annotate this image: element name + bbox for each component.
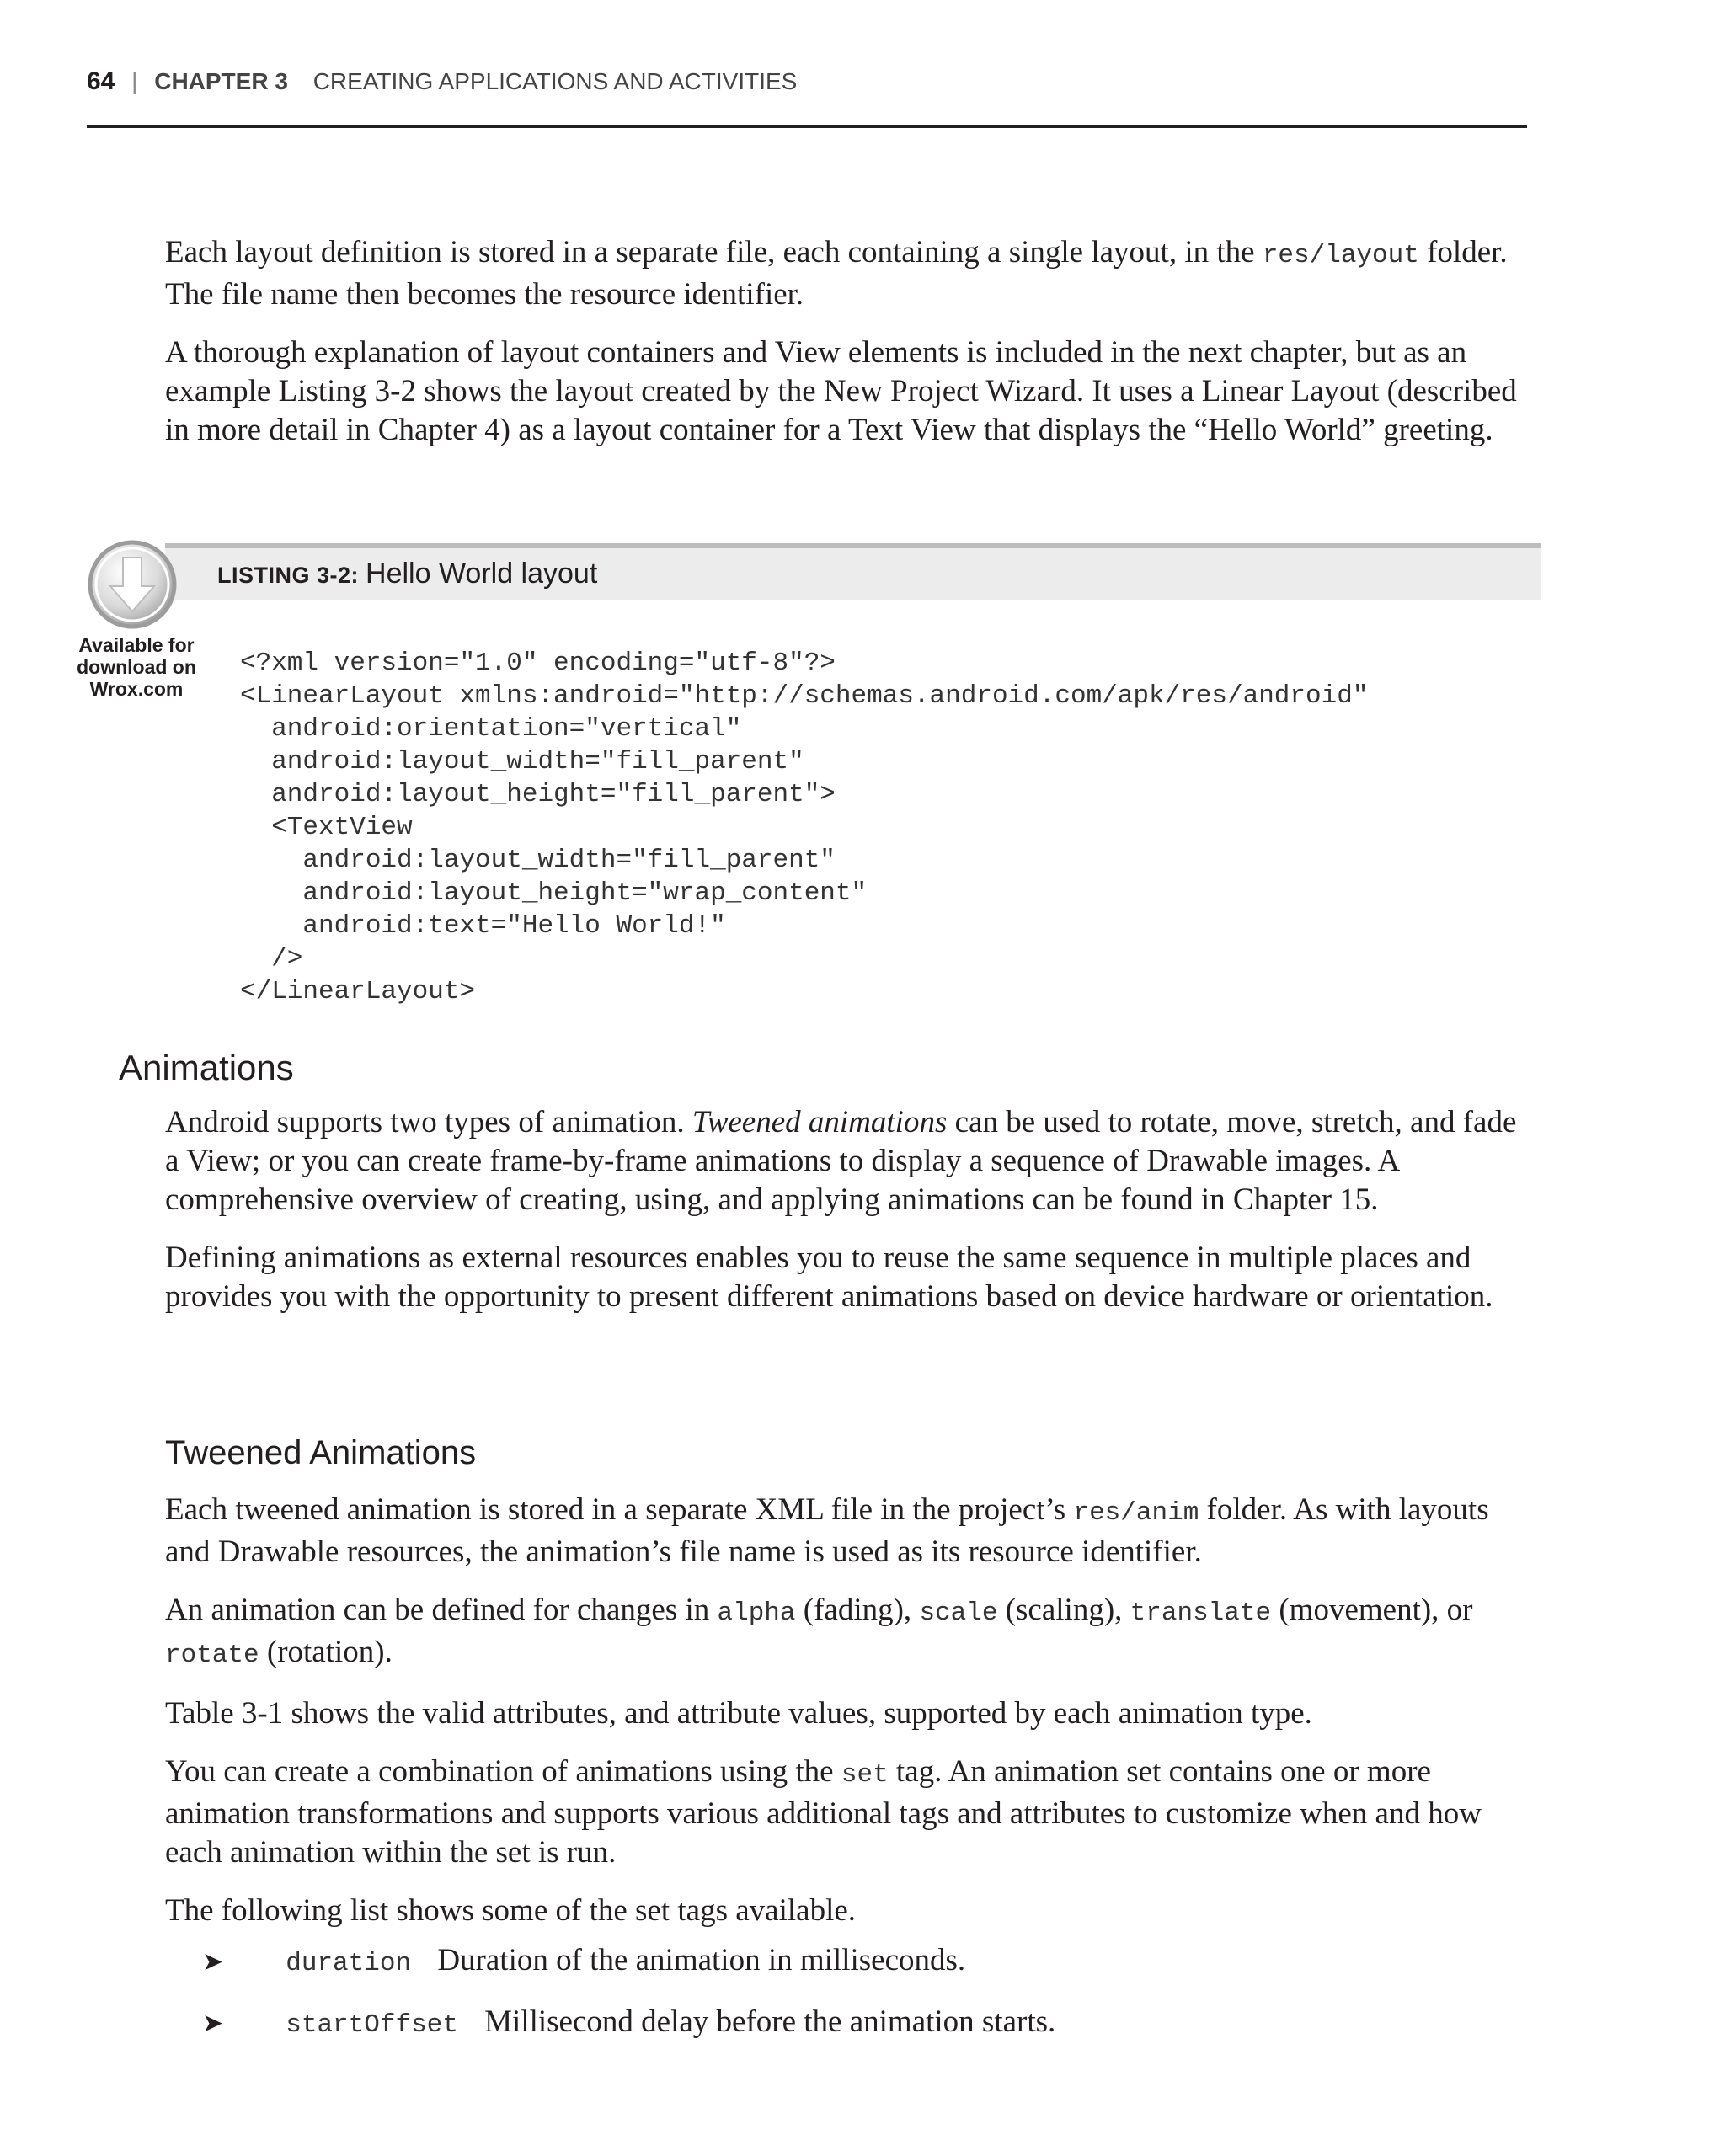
tweened-p2-text-c: (scaling), [1005, 1593, 1123, 1627]
tweened-p2-text-b: (fading), [803, 1593, 912, 1627]
subsection-heading-tweened: Tweened Animations [165, 1434, 477, 1471]
list-item-text: Duration of the animation in milliseconds. [437, 1943, 966, 1977]
download-caption [69, 634, 204, 700]
download-caption-line-1: Available for [78, 634, 195, 656]
tweened-p4-text: You can create a combination of animations using the [165, 1754, 834, 1789]
tweened-p2-text-a: An animation can be defined for changes in [165, 1593, 710, 1627]
animations-section [165, 1103, 1530, 1316]
chapter-title: CREATING APPLICATIONS AND ACTIVITIES [312, 68, 798, 94]
list-item-tag: duration [286, 1949, 412, 1978]
listing-title [217, 558, 597, 590]
listing-name: Hello World layout [366, 558, 598, 590]
running-header [87, 67, 1527, 128]
intro-paragraph-2: A thorough explanation of layout containers and View elements is included in the next chapter, but as an example Listing 3-2 shows the layout created by the New Project Wizard. It uses a Linear Layout (described in more detail in Chapter 4) as a layout container for a Text View that displays the “Hello World” greeting. [165, 335, 1517, 447]
tweened-paragraph-5: The following list shows some of the set tags available. [165, 1893, 857, 1928]
animations-p1-emphasis: Tweened animations [692, 1105, 948, 1139]
intro-p1-text: Each layout definition is stored in a separate file, each containing a single layout, in the [165, 235, 1255, 270]
tweened-section [165, 1491, 1530, 1930]
list-item [202, 2003, 1055, 2045]
download-caption-line-3: Wrox.com [89, 678, 184, 700]
animations-p1-text-end: can be used to rotate, move, stretch, and fade a View; or you can create frame-by-frame animations to display a sequence of Drawable images. A comprehensive overview of creating, using, and applying animations can be found in Chapter 15. [165, 1105, 1517, 1217]
intro-section [165, 233, 1530, 450]
intro-p1-text-end: folder. The file name then becomes the resource identifier. [165, 235, 1508, 312]
code-listing: <?xml version="1.0" encoding="utf-8"?> <LinearLayout xmlns:android="http://schemas.android.com/apk/res/android" android:orientation="vertical" android:layout_width="fill_parent" android:layout_height="fill_parent"> <TextView android:layout_width="fill_parent" android:layout_height="wrap_content" android:text="Hello World!" /> </LinearLayout> [240, 648, 1369, 1006]
tweened-paragraph-1 [165, 1491, 1530, 1572]
intro-paragraph-1 [165, 233, 1530, 314]
animations-p1-text: Android supports two types of animation. [165, 1105, 685, 1139]
list-item-text: Millisecond delay before the animation starts. [484, 2004, 1056, 2039]
tweened-p2-code-alpha: alpha [717, 1598, 796, 1628]
arrow-bullet-icon: ➤ [202, 1948, 224, 1976]
list-item [202, 1941, 1055, 1983]
intro-p1-code: res/layout [1262, 241, 1419, 270]
tweened-p1-code: res/anim [1073, 1498, 1199, 1528]
chapter-label: CHAPTER 3 [154, 68, 288, 94]
download-caption-line-2: download on [77, 656, 196, 678]
tweened-p2-code-rotate: rotate [165, 1641, 259, 1670]
tweened-p2-code-scale: scale [919, 1598, 998, 1628]
set-tags-list [202, 1941, 1055, 2064]
tweened-p2-code-translate: translate [1130, 1598, 1272, 1628]
tweened-paragraph-4 [165, 1753, 1530, 1872]
tweened-p4-text-end: tag. An animation set contains one or more animation transformations and supports various additional tags and attributes to customize when and how each animation within the set is run. [165, 1754, 1482, 1870]
download-icon [87, 539, 178, 630]
animations-paragraph-1 [165, 1103, 1530, 1219]
tweened-paragraph-2 [165, 1591, 1530, 1675]
arrow-bullet-icon: ➤ [202, 2009, 224, 2037]
animations-paragraph-2: Defining animations as external resources enables you to reuse the same sequence in multiple places and provides you with the opportunity to present different animations based on device hardware or orientation. [165, 1241, 1493, 1314]
tweened-p4-code: set [841, 1760, 889, 1790]
page-number: 64 [87, 67, 115, 95]
tweened-p1-text-end: folder. As with layouts and Drawable resources, the animation’s file name is used as its resource identifier. [165, 1492, 1489, 1569]
tweened-paragraph-3: Table 3-1 shows the valid attributes, and attribute values, supported by each animation type. [165, 1696, 1312, 1731]
section-heading-animations: Animations [119, 1048, 294, 1087]
tweened-p2-text-e: (rotation). [266, 1635, 393, 1669]
header-separator: | [131, 68, 138, 94]
tweened-p1-text: Each tweened animation is stored in a separate XML file in the project’s [165, 1492, 1066, 1527]
list-item-tag: startOffset [286, 2010, 458, 2040]
tweened-p2-text-d: (movement), or [1279, 1593, 1473, 1627]
listing-label: LISTING 3-2: [217, 563, 360, 588]
